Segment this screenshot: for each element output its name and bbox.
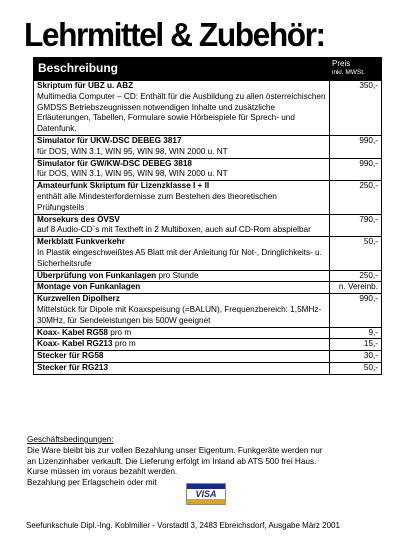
- item-detail: für DOS, WIN 3.1, WIN 95, WIN 98, WIN 2000 u. NT: [37, 146, 228, 156]
- table-header-row: [34, 58, 382, 81]
- item-price: 30,-: [330, 351, 382, 363]
- item-name: Amateurfunk Skriptum für Lizenzklasse I + II: [37, 181, 210, 191]
- item-name: Stecker für RG213: [37, 362, 108, 372]
- item-name: Koax- Kabel RG213: [37, 339, 113, 349]
- item-name: Morsekurs des ÖVSV: [37, 214, 120, 224]
- item-price: 9,-: [330, 327, 382, 339]
- item-description-cell: [34, 351, 330, 363]
- footer-text: Seefunkschule Dipl.-Ing. Koblmiller - Vorstadtl 3, 2483 Ebreichsdorf, Ausgabe März 2001: [26, 521, 340, 530]
- item-price: 250,-: [330, 181, 382, 214]
- table-row: [34, 294, 382, 327]
- item-name-suffix: pro Stunde: [156, 270, 199, 280]
- item-name: Skriptum für UBZ u. ABZ: [37, 81, 134, 90]
- item-description-cell: [34, 339, 330, 351]
- table-row: [34, 135, 382, 158]
- page-title: Lehrmittel & Zubehör:: [24, 16, 325, 53]
- header-description: Beschreibung: [34, 58, 330, 81]
- item-name: Kurzwellen Dipolherz: [37, 294, 120, 304]
- item-price: 990,-: [330, 158, 382, 181]
- item-description-cell: [34, 214, 330, 237]
- item-name: Simulator für UKW-DSC DEBEG 3817: [37, 135, 182, 145]
- item-price: n. Vereinb.: [330, 282, 382, 294]
- table-row: [34, 181, 382, 214]
- item-description-cell: [34, 237, 330, 270]
- item-description-cell: [34, 270, 330, 282]
- item-detail: In Plastik eingeschweißtes A5 Blatt mit der Anleitung für Not-, Dringlichkeits- u. Sicherheitsrufe: [37, 247, 322, 268]
- terms-heading: Geschäftsbedingungen:: [27, 435, 114, 444]
- item-price: 790,-: [330, 214, 382, 237]
- visa-logo-icon: [186, 483, 226, 505]
- item-name: Simulator für GW/KW-DSC DEBEG 3818: [37, 158, 192, 168]
- item-name-suffix: pro m: [112, 339, 136, 349]
- item-detail: auf 8 Audio-CD`s mit Textheft in 2 Multiboxen, auch auf CD-Rom abspielbar: [37, 225, 311, 235]
- price-table: [33, 57, 382, 375]
- item-description-cell: [34, 158, 330, 181]
- item-price: 50,-: [330, 237, 382, 270]
- table-row: [34, 362, 382, 374]
- item-description-cell: [34, 327, 330, 339]
- visa-logo-text: VISA: [195, 489, 217, 499]
- table-row: [34, 158, 382, 181]
- item-price: 990,-: [330, 294, 382, 327]
- item-detail: enthält alle Mindesterfordernisse zum Bestehen des theoretischen Prüfungsteils: [37, 191, 277, 212]
- item-description-cell: [34, 282, 330, 294]
- item-name: Stecker für RG58: [37, 351, 104, 361]
- item-description-cell: [34, 362, 330, 374]
- item-name: Überprüfung von Funkanlagen: [37, 270, 157, 280]
- item-description-cell: [34, 181, 330, 214]
- item-description-cell: [34, 135, 330, 158]
- header-price-sub: inkl. MWSt.: [332, 69, 365, 76]
- item-price: 15,-: [330, 339, 382, 351]
- item-name: Merkblatt Funkverkehr: [37, 237, 125, 247]
- table-row: [34, 282, 382, 294]
- table-row: [34, 327, 382, 339]
- table-row: [34, 81, 382, 136]
- item-detail: Multimedia Computer – CD: Enthält für die Ausbildung zu allen österreichischen GMDSS Betriebszeugnissen notwendigen Inhalte und zusätzliche Erläuterungen, Tabellen, Formulare sowie Hörbeispiele für Sprech- und Datenfunk.: [37, 91, 326, 134]
- item-detail: Mittelstück für Dipole mit Koaxspeisung (=BALUN), Frequenzbereich: 1,5MHz-30MHz, für Sendeleistungen bis 500W geeignet: [37, 304, 322, 325]
- terms-line: Die Ware bleibt bis zur vollen Bezahlung unser Eigentum. Funkgeräte werden nur: [27, 445, 323, 455]
- item-price: 50,-: [330, 362, 382, 374]
- terms-section: [27, 435, 397, 489]
- item-price: 990,-: [330, 135, 382, 158]
- terms-line: Bezahlung per Erlagschein oder mit: [27, 478, 157, 488]
- item-price: 350,-: [330, 81, 382, 136]
- item-name-suffix: pro m: [107, 327, 132, 337]
- item-description-cell: [34, 81, 330, 136]
- table-row: [34, 270, 382, 282]
- item-detail: für DOS, WIN 3.1, WIN 95, WIN 98, WIN 2000 u. NT: [37, 169, 228, 179]
- table-row: [34, 339, 382, 351]
- item-price: 250,-: [330, 270, 382, 282]
- item-name: Montage von Funkanlagen: [37, 282, 141, 292]
- item-name: Koax- Kabel RG58: [37, 327, 108, 337]
- header-price-label: Preis: [332, 59, 351, 68]
- table-row: [34, 351, 382, 363]
- header-price: [330, 58, 382, 81]
- terms-line: Kurse müssen im voraus bezahlt werden.: [27, 467, 178, 477]
- terms-line: an Lizenzinhaber verkauft. Die Lieferung erfolgt im Inland ab ATS 500 frei Haus.: [27, 456, 317, 466]
- table-row: [34, 214, 382, 237]
- table-row: [34, 237, 382, 270]
- item-description-cell: [34, 294, 330, 327]
